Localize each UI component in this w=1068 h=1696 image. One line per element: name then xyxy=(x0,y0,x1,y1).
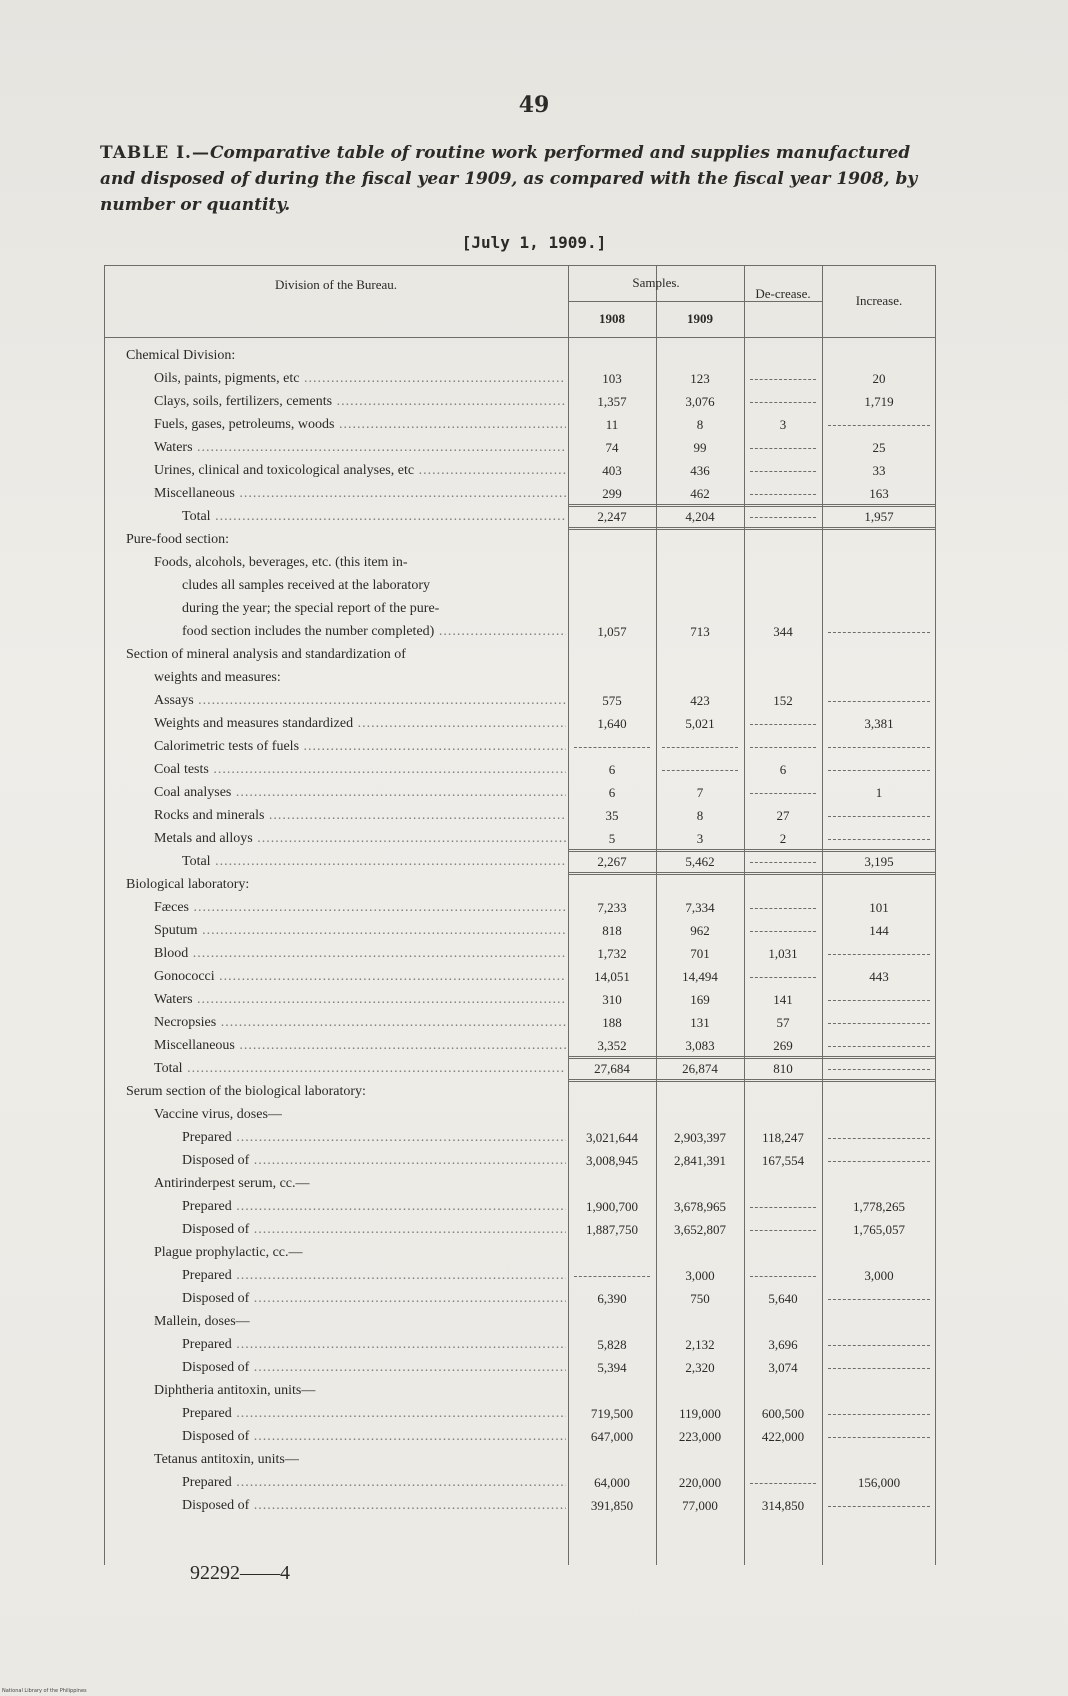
value-cell: 1,765,057 xyxy=(853,1222,905,1237)
table-row xyxy=(104,1495,936,1518)
row-label: Gonococci ..... xyxy=(154,969,566,985)
empty-cell xyxy=(750,931,816,932)
empty-cell xyxy=(828,1046,930,1047)
table-row xyxy=(104,782,936,805)
table-row xyxy=(104,828,936,851)
row-label: Pure-food section: xyxy=(126,532,230,547)
comparative-table xyxy=(104,265,936,1565)
value-cell: 99 xyxy=(693,440,707,455)
empty-cell xyxy=(662,770,738,771)
heading-row xyxy=(104,874,936,897)
empty-cell xyxy=(828,1023,930,1024)
value-cell: 2,132 xyxy=(685,1337,715,1352)
empty-cell xyxy=(750,517,816,518)
value-cell: 314,850 xyxy=(761,1498,805,1513)
value-cell: 1,719 xyxy=(864,394,894,409)
empty-cell xyxy=(750,402,816,403)
row-label: Clays, soils, fertilizers, cements ..... xyxy=(154,394,566,410)
value-cell: 2 xyxy=(779,831,787,846)
value-cell: 3,074 xyxy=(768,1360,798,1375)
row-label: Prepared ..... xyxy=(182,1199,566,1215)
value-cell: 3,352 xyxy=(597,1038,627,1053)
row-label: Serum section of the biological laboratory: xyxy=(126,1084,366,1099)
empty-cell xyxy=(750,494,816,495)
value-cell: 299 xyxy=(602,486,622,501)
row-label: Prepared ..... xyxy=(182,1406,566,1422)
value-cell: 269 xyxy=(773,1038,793,1053)
value-cell: 119,000 xyxy=(679,1406,721,1421)
value-cell: 1,640 xyxy=(597,716,627,731)
value-cell: 3 xyxy=(779,417,787,432)
row-label: Calorimetric tests of fuels ..... xyxy=(154,739,566,755)
total-row xyxy=(104,506,936,529)
heading-row xyxy=(104,575,936,598)
caption-text: Comparative table of routine work performed and supplies manufactured and disposed of during the fiscal year 1909, as compared with the fiscal year 1908, by number or quantity. xyxy=(100,143,918,215)
value-cell: 3 xyxy=(696,831,704,846)
value-cell: 33 xyxy=(872,463,886,478)
total-row xyxy=(104,1058,936,1081)
empty-cell xyxy=(828,425,930,426)
table-row xyxy=(104,713,936,736)
empty-cell xyxy=(750,862,816,863)
value-cell: 14,051 xyxy=(594,969,630,984)
empty-cell xyxy=(828,1138,930,1139)
heading-row xyxy=(104,529,936,552)
table-row xyxy=(104,1127,936,1150)
table-row xyxy=(104,1012,936,1035)
value-cell: 1,031 xyxy=(768,946,798,961)
empty-cell xyxy=(828,1414,930,1415)
value-cell: 810 xyxy=(773,1061,793,1076)
value-cell: 423 xyxy=(690,693,710,708)
row-label: Waters ..... xyxy=(154,992,566,1008)
value-cell: 141 xyxy=(773,992,793,1007)
heading-row xyxy=(104,644,936,667)
value-cell: 3,696 xyxy=(768,1337,798,1352)
empty-cell xyxy=(750,1207,816,1208)
empty-cell xyxy=(750,724,816,725)
row-label: Section of mineral analysis and standardization of xyxy=(126,647,406,662)
value-cell: 5,394 xyxy=(597,1360,627,1375)
value-cell: 6 xyxy=(608,785,616,800)
value-cell: 1,778,265 xyxy=(853,1199,905,1214)
value-cell: 2,267 xyxy=(597,854,627,869)
value-cell: 5 xyxy=(608,831,616,846)
empty-cell xyxy=(750,1276,816,1277)
row-label: Rocks and minerals ..... xyxy=(154,808,566,824)
empty-cell xyxy=(828,1506,930,1507)
value-cell: 462 xyxy=(690,486,710,501)
value-cell: 3,652,807 xyxy=(674,1222,726,1237)
value-cell: 6 xyxy=(608,762,616,777)
row-label: Fæces ..... xyxy=(154,900,566,916)
value-cell: 4,204 xyxy=(685,509,715,524)
value-cell: 3,021,644 xyxy=(586,1130,638,1145)
value-cell: 3,000 xyxy=(685,1268,715,1283)
table-row xyxy=(104,621,936,644)
table-caption xyxy=(100,140,930,218)
row-label: Fuels, gases, petroleums, woods ..... xyxy=(154,417,566,433)
table-row xyxy=(104,966,936,989)
value-cell: 5,462 xyxy=(685,854,715,869)
heading-row xyxy=(104,1311,936,1334)
empty-cell xyxy=(828,701,930,702)
row-label: Miscellaneous ..... xyxy=(154,1038,566,1054)
value-cell: 3,008,945 xyxy=(586,1153,638,1168)
row-label: Prepared ..... xyxy=(182,1337,566,1353)
value-cell: 14,494 xyxy=(682,969,718,984)
table-row xyxy=(104,391,936,414)
value-cell: 719,500 xyxy=(590,1406,634,1421)
row-label: Urines, clinical and toxicological analyses, etc ..... xyxy=(154,463,566,479)
empty-cell xyxy=(828,954,930,955)
row-label: Disposed of ..... xyxy=(182,1291,566,1307)
empty-cell xyxy=(828,1000,930,1001)
value-cell: 163 xyxy=(869,486,889,501)
value-cell: 391,850 xyxy=(590,1498,634,1513)
value-cell: 74 xyxy=(605,440,619,455)
row-label: Tetanus antitoxin, units— xyxy=(154,1452,299,1467)
empty-cell xyxy=(828,1345,930,1346)
value-cell: 25 xyxy=(872,440,886,455)
empty-cell xyxy=(750,471,816,472)
header-division: Division of the Bureau. xyxy=(274,277,398,292)
value-cell: 1,732 xyxy=(597,946,627,961)
table-row xyxy=(104,1219,936,1242)
empty-cell xyxy=(828,1069,930,1070)
value-cell: 20 xyxy=(872,371,886,386)
value-cell: 167,554 xyxy=(761,1153,805,1168)
heading-row xyxy=(104,1242,936,1265)
table-row xyxy=(104,1357,936,1380)
row-label: Disposed of ..... xyxy=(182,1222,566,1238)
empty-cell xyxy=(750,977,816,978)
value-cell: 1,957 xyxy=(864,509,894,524)
row-label: Necropsies ..... xyxy=(154,1015,566,1031)
empty-cell xyxy=(828,1368,930,1369)
value-cell: 1 xyxy=(875,785,883,800)
row-label: Vaccine virus, doses— xyxy=(154,1107,282,1122)
table-row xyxy=(104,897,936,920)
table-row xyxy=(104,690,936,713)
value-cell: 1,057 xyxy=(597,624,627,639)
header-increase: Increase. xyxy=(855,293,903,308)
value-cell: 7,233 xyxy=(597,900,627,915)
row-label: Sputum ..... xyxy=(154,923,566,939)
table-row xyxy=(104,1472,936,1495)
value-cell: 77,000 xyxy=(682,1498,718,1513)
empty-cell xyxy=(828,839,930,840)
row-label: Total ..... xyxy=(154,1061,566,1077)
heading-row xyxy=(104,552,936,575)
value-cell: 8 xyxy=(696,808,704,823)
table-row xyxy=(104,920,936,943)
empty-cell xyxy=(750,379,816,380)
table-row xyxy=(104,1196,936,1219)
row-label: Disposed of ..... xyxy=(182,1498,566,1514)
value-cell: 2,247 xyxy=(597,509,627,524)
heading-row xyxy=(104,1173,936,1196)
value-cell: 169 xyxy=(690,992,710,1007)
table-row xyxy=(104,483,936,506)
value-cell: 3,381 xyxy=(864,716,894,731)
value-cell: 436 xyxy=(690,463,710,478)
row-label: Prepared ..... xyxy=(182,1268,566,1284)
dateline: [July 1, 1909.] xyxy=(461,233,607,252)
value-cell: 123 xyxy=(690,371,710,386)
value-cell: 1,887,750 xyxy=(586,1222,638,1237)
value-cell: 131 xyxy=(690,1015,710,1030)
row-label: Weights and measures standardized ..... xyxy=(154,716,566,732)
value-cell: 3,076 xyxy=(685,394,715,409)
table-row xyxy=(104,989,936,1012)
value-cell: 1,357 xyxy=(597,394,627,409)
empty-cell xyxy=(828,1437,930,1438)
footer-signature: 92292——4 xyxy=(190,1562,290,1584)
table-row xyxy=(104,1288,936,1311)
value-cell: 3,678,965 xyxy=(674,1199,726,1214)
value-cell: 5,828 xyxy=(597,1337,627,1352)
heading-row xyxy=(104,1449,936,1472)
table-row xyxy=(104,460,936,483)
value-cell: 962 xyxy=(690,923,710,938)
row-label: Waters ..... xyxy=(154,440,566,456)
empty-cell xyxy=(750,1483,816,1484)
value-cell: 647,000 xyxy=(590,1429,634,1444)
value-cell: 443 xyxy=(869,969,889,984)
value-cell: 26,874 xyxy=(682,1061,718,1076)
table-row xyxy=(104,805,936,828)
total-row xyxy=(104,851,936,874)
row-label: Antirinderpest serum, cc.— xyxy=(154,1176,310,1191)
empty-cell xyxy=(750,908,816,909)
value-cell: 223,000 xyxy=(678,1429,722,1444)
page-number: 49 xyxy=(518,92,550,118)
row-label: Prepared ..... xyxy=(182,1475,566,1491)
header-samples: Samples. xyxy=(632,275,680,290)
row-label: Disposed of ..... xyxy=(182,1153,566,1169)
row-label: Disposed of ..... xyxy=(182,1360,566,1376)
empty-cell xyxy=(828,632,930,633)
value-cell: 3,083 xyxy=(685,1038,715,1053)
value-cell: 750 xyxy=(690,1291,710,1306)
empty-cell xyxy=(828,1161,930,1162)
value-cell: 6 xyxy=(779,762,787,777)
value-cell: 103 xyxy=(602,371,622,386)
value-cell: 575 xyxy=(602,693,622,708)
value-cell: 701 xyxy=(690,946,710,961)
value-cell: 35 xyxy=(605,808,619,823)
row-label: Oils, paints, pigments, etc ..... xyxy=(154,371,566,387)
caption-lead: TABLE I.— xyxy=(100,143,210,163)
row-label: Prepared ..... xyxy=(182,1130,566,1146)
value-cell: 2,841,391 xyxy=(674,1153,726,1168)
value-cell: 5,640 xyxy=(768,1291,798,1306)
value-cell: 344 xyxy=(773,624,793,639)
table-row xyxy=(104,414,936,437)
archive-credit: National Library of the Philippines xyxy=(2,1688,87,1694)
row-label: Plague prophylactic, cc.— xyxy=(154,1245,303,1260)
table-row xyxy=(104,1035,936,1058)
table-row xyxy=(104,1403,936,1426)
heading-row xyxy=(104,598,936,621)
table-row xyxy=(104,1426,936,1449)
table-row xyxy=(104,1265,936,1288)
header-1909: 1909 xyxy=(687,311,713,326)
row-label: Coal tests ..... xyxy=(154,762,566,778)
heading-row xyxy=(104,1380,936,1403)
empty-cell xyxy=(574,1276,650,1277)
value-cell: 5,021 xyxy=(685,716,715,731)
empty-cell xyxy=(828,770,930,771)
row-label: Metals and alloys ..... xyxy=(154,831,566,847)
value-cell: 220,000 xyxy=(678,1475,722,1490)
row-label: Chemical Division: xyxy=(126,348,236,363)
value-cell: 152 xyxy=(773,693,793,708)
empty-cell xyxy=(574,747,650,748)
value-cell: 7,334 xyxy=(685,900,715,915)
heading-row xyxy=(104,1081,936,1104)
value-cell: 600,500 xyxy=(761,1406,805,1421)
value-cell: 422,000 xyxy=(761,1429,805,1444)
empty-cell xyxy=(750,793,816,794)
value-cell: 27,684 xyxy=(594,1061,630,1076)
value-cell: 118,247 xyxy=(762,1130,804,1145)
row-label: cludes all samples received at the laboratory xyxy=(182,578,431,593)
value-cell: 188 xyxy=(602,1015,622,1030)
value-cell: 403 xyxy=(602,463,622,478)
empty-cell xyxy=(828,747,930,748)
row-label: weights and measures: xyxy=(154,670,281,685)
value-cell: 1,900,700 xyxy=(586,1199,638,1214)
value-cell: 57 xyxy=(776,1015,790,1030)
value-cell: 156,000 xyxy=(857,1475,901,1490)
heading-row xyxy=(104,667,936,690)
table-row xyxy=(104,437,936,460)
value-cell: 713 xyxy=(690,624,710,639)
value-cell: 7 xyxy=(696,785,704,800)
empty-cell xyxy=(750,1230,816,1231)
header-decrease: De-crease. xyxy=(755,286,811,301)
value-cell: 3,195 xyxy=(864,854,894,869)
row-label: Miscellaneous ..... xyxy=(154,486,566,502)
value-cell: 8 xyxy=(696,417,704,432)
value-cell: 101 xyxy=(869,900,889,915)
row-label: Mallein, doses— xyxy=(154,1314,250,1329)
value-cell: 2,903,397 xyxy=(674,1130,726,1145)
row-label: Foods, alcohols, beverages, etc. (this item in- xyxy=(154,555,408,570)
row-label: Blood ..... xyxy=(154,946,566,962)
table-row xyxy=(104,736,936,759)
row-label: Coal analyses ..... xyxy=(154,785,566,801)
table-row xyxy=(104,759,936,782)
heading-row xyxy=(104,1104,936,1127)
row-label: during the year; the special report of the pure- xyxy=(182,601,440,616)
row-label: Disposed of ..... xyxy=(182,1429,566,1445)
empty-cell xyxy=(828,1299,930,1300)
row-label: Diphtheria antitoxin, units— xyxy=(154,1383,316,1398)
row-label: Assays ..... xyxy=(154,693,566,709)
empty-cell xyxy=(750,448,816,449)
row-label: Total ..... xyxy=(182,509,566,525)
empty-cell xyxy=(750,747,816,748)
value-cell: 11 xyxy=(605,417,619,432)
value-cell: 310 xyxy=(602,992,622,1007)
table-row xyxy=(104,943,936,966)
value-cell: 818 xyxy=(602,923,622,938)
empty-cell xyxy=(662,747,738,748)
empty-cell xyxy=(828,816,930,817)
header-1908: 1908 xyxy=(599,311,625,326)
value-cell: 64,000 xyxy=(594,1475,630,1490)
row-label: food section includes the number completed) ..... xyxy=(182,624,566,640)
row-label: Total ..... xyxy=(182,854,566,870)
table-row xyxy=(104,1334,936,1357)
value-cell: 144 xyxy=(869,923,889,938)
value-cell: 6,390 xyxy=(597,1291,627,1306)
table-row xyxy=(104,1150,936,1173)
table-row xyxy=(104,368,936,391)
value-cell: 2,320 xyxy=(685,1360,715,1375)
value-cell: 3,000 xyxy=(864,1268,894,1283)
row-label: Biological laboratory: xyxy=(126,877,250,892)
heading-row xyxy=(104,345,936,368)
value-cell: 27 xyxy=(776,808,790,823)
